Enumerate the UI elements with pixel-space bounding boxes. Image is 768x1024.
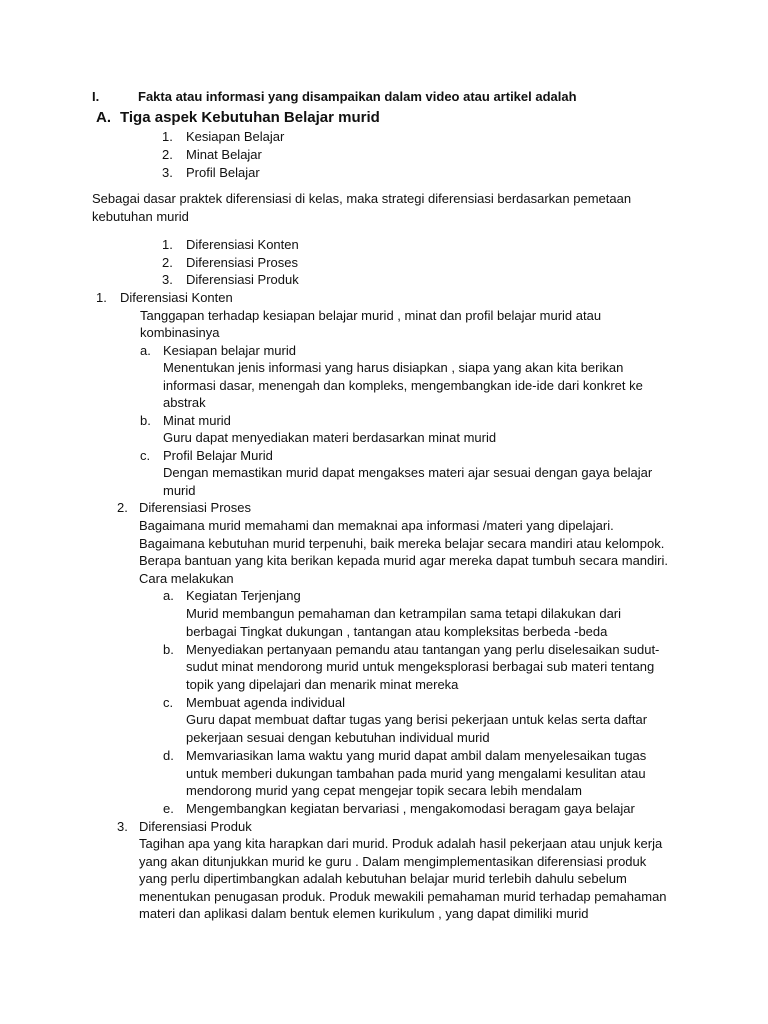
aspect-item: Profil Belajar <box>186 165 260 180</box>
subitem-line: Membuat agenda individual <box>186 695 345 710</box>
subitem-line: murid <box>163 483 196 498</box>
section-2-desc-line: Bagaimana murid memahami dan memaknai apa informasi /materi yang dipelajari. <box>139 518 614 533</box>
subitem-line: Kegiatan Terjenjang <box>186 588 301 603</box>
section-3-title: Diferensiasi Produk <box>139 819 252 834</box>
subitem-line: abstrak <box>163 395 206 410</box>
heading-2-text: Tiga aspek Kebutuhan Belajar murid <box>120 109 380 126</box>
section-2-title: Diferensiasi Proses <box>139 500 251 515</box>
section-1-desc-line: Tanggapan terhadap kesiapan belajar murid , minat dan profil belajar murid atau <box>140 308 602 323</box>
subitem-letter: c. <box>140 448 151 463</box>
strategy-number: 2. <box>162 255 173 270</box>
subitem-line: topik yang dipelajari dan menarik minat mereka <box>186 677 459 692</box>
aspect-item: Kesiapan Belajar <box>186 129 285 144</box>
aspect-number: 3. <box>162 165 173 180</box>
strategy-item: Diferensiasi Konten <box>186 237 299 252</box>
section-3-desc-line: yang akan ditunjukkan murid ke guru . Dalam mengimplementasikan diferensiasi produk <box>139 854 647 869</box>
subitem-letter: b. <box>140 413 151 428</box>
heading-2-letter: A. <box>96 109 111 126</box>
subitem-letter: c. <box>163 695 174 710</box>
strategy-item: Diferensiasi Proses <box>186 255 298 270</box>
section-3-desc-line: menentukan penugasan produk. Produk mewakili pemahaman murid terhadap pemahaman <box>139 889 667 904</box>
section-2-number: 2. <box>117 500 128 515</box>
subitem-letter: a. <box>140 343 151 358</box>
section-3-desc-line: yang perlu dipertimbangkan adalah kebutuhan belajar murid terlebih dahulu sebelum <box>139 871 627 886</box>
subitem-line: Menentukan jenis informasi yang harus disiapkan , siapa yang akan kita berikan <box>163 360 624 375</box>
strategy-number: 3. <box>162 272 173 287</box>
section-3-number: 3. <box>117 819 128 834</box>
heading-1-number: I. <box>92 89 100 104</box>
intro-paragraph-line: Sebagai dasar praktek diferensiasi di kelas, maka strategi diferensiasi berdasarkan pemetaan <box>92 191 632 206</box>
strategy-number: 1. <box>162 237 173 252</box>
subitem-line: Memvariasikan lama waktu yang murid dapat ambil dalam menyelesaikan tugas <box>186 748 647 763</box>
subitem-line: Murid membangun pemahaman dan ketrampilan sama tetapi dilakukan dari <box>186 606 622 621</box>
subitem-line: Guru dapat menyediakan materi berdasarkan minat murid <box>163 430 497 445</box>
section-3-desc-line: Tagihan apa yang kita harapkan dari murid. Produk adalah hasil pekerjaan atau unjuk kerja <box>139 836 663 851</box>
subitem-line: pekerjaan sesuai dengan kebutuhan individual murid <box>186 730 490 745</box>
section-1-desc-line: kombinasinya <box>140 325 220 340</box>
section-3-desc-line: materi dan aplikasi dalam bentuk elemen kurikulum , yang dapat dimiliki murid <box>139 906 589 921</box>
subitem-letter: d. <box>163 748 174 763</box>
intro-paragraph-line: kebutuhan murid <box>92 209 189 224</box>
aspect-number: 2. <box>162 147 173 162</box>
section-1-title: Diferensiasi Konten <box>120 290 233 305</box>
section-2-desc-line: Bagaimana kebutuhan murid terpenuhi, baik mereka belajar secara mandiri atau kelompok. <box>139 536 665 551</box>
section-2-desc-line: Cara melakukan <box>139 571 234 586</box>
subitem-title: Minat murid <box>163 413 231 428</box>
aspect-item: Minat Belajar <box>186 147 262 162</box>
subitem-line: Dengan memastikan murid dapat mengakses materi ajar sesuai dengan gaya belajar <box>163 465 653 480</box>
subitem-line: Guru dapat membuat daftar tugas yang berisi pekerjaan untuk kelas serta daftar <box>186 712 648 727</box>
heading-1-text: Fakta atau informasi yang disampaikan dalam video atau artikel adalah <box>138 89 577 104</box>
subitem-letter: a. <box>163 588 174 603</box>
subitem-letter: b. <box>163 642 174 657</box>
subitem-line: Menyediakan pertanyaan pemandu atau tantangan yang perlu diselesaikan sudut- <box>186 642 660 657</box>
subitem-line: untuk memberi dukungan tambahan pada murid yang mengalami kesulitan atau <box>186 766 646 781</box>
subitem-letter: e. <box>163 801 174 816</box>
section-1-number: 1. <box>96 290 107 305</box>
subitem-title: Profil Belajar Murid <box>163 448 273 463</box>
section-2-desc-line: Berapa bantuan yang kita berikan kepada murid agar mereka dapat tumbuh secara mandiri. <box>139 553 668 568</box>
subitem-line: berbagai Tingkat dukungan , tantangan atau kompleksitas berbeda -beda <box>186 624 608 639</box>
subitem-title: Kesiapan belajar murid <box>163 343 296 358</box>
subitem-line: Mengembangkan kegiatan bervariasi , mengakomodasi beragam gaya belajar <box>186 801 635 816</box>
strategy-item: Diferensiasi Produk <box>186 272 299 287</box>
subitem-line: sudut minat mendorong murid untuk mengeksplorasi berbagai sub materi tentang <box>186 659 655 674</box>
aspect-number: 1. <box>162 129 173 144</box>
subitem-line: informasi dasar, menengah dan kompleks, mengembangkan ide-ide dari konkret ke <box>163 378 643 393</box>
subitem-line: mendorong murid yang cepat mengejar topik secara lebih mendalam <box>186 783 582 798</box>
